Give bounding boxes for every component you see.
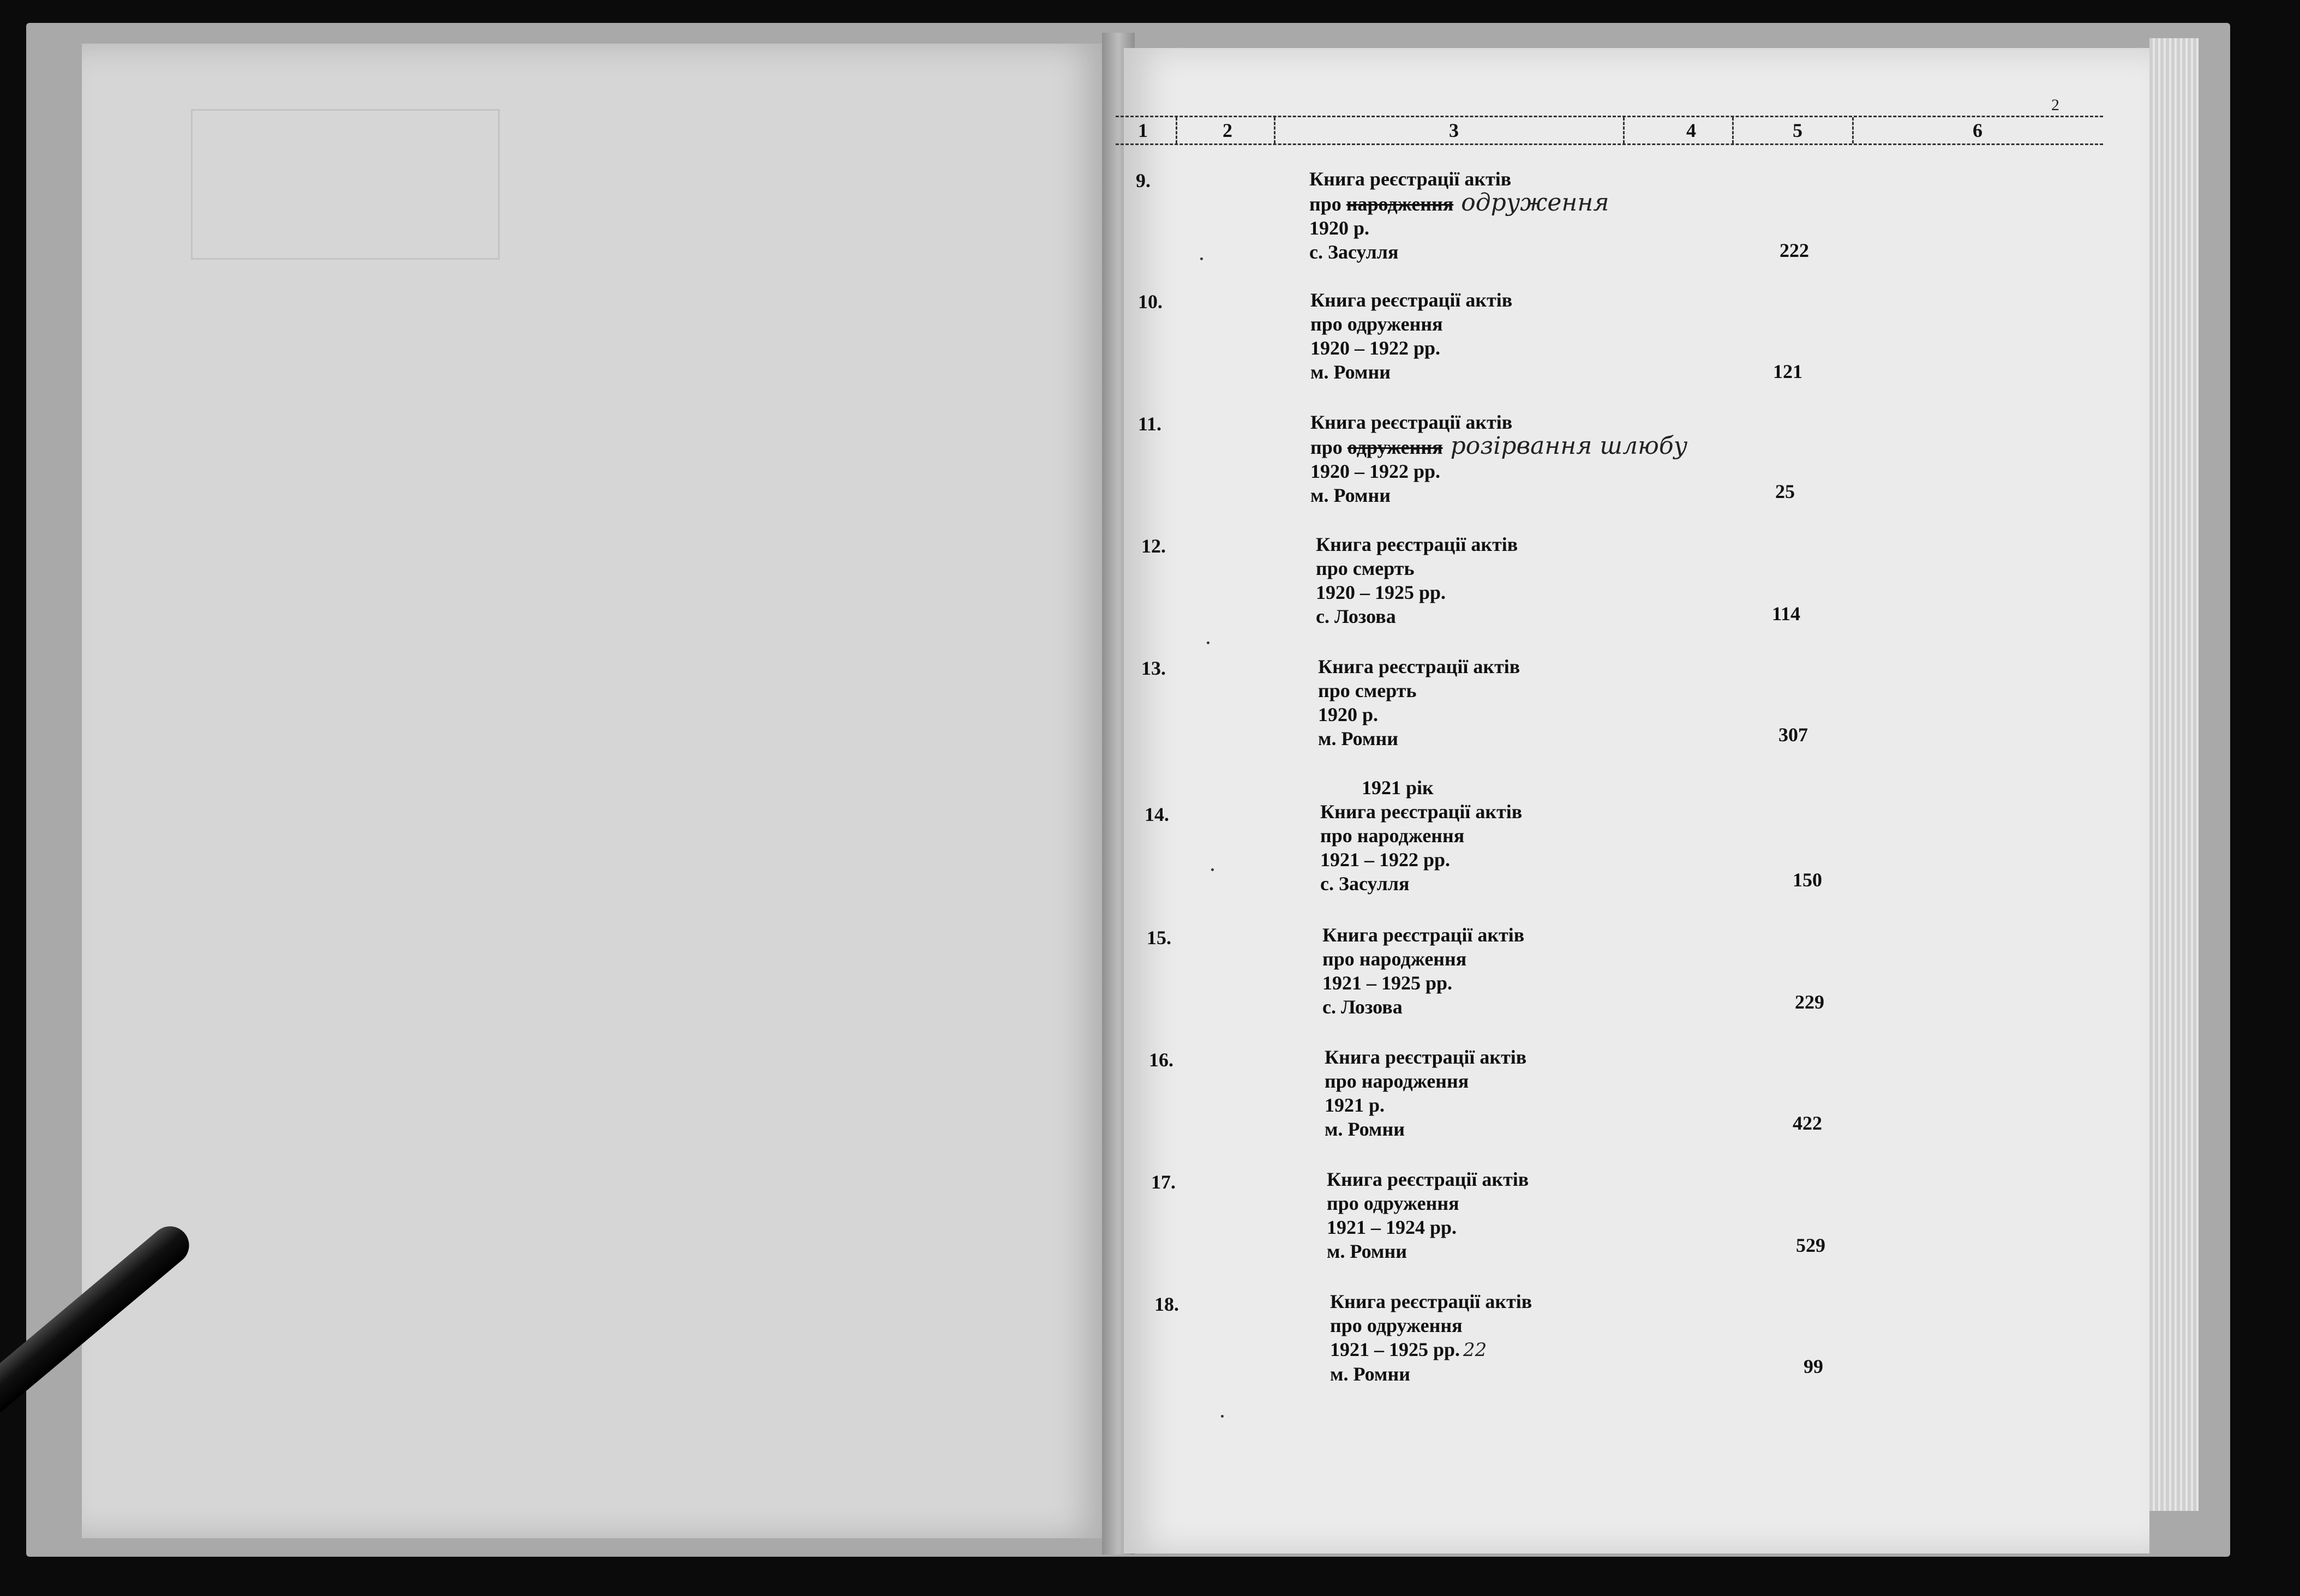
sheet-count: 150 bbox=[1793, 869, 1822, 891]
record-description bbox=[1325, 1045, 1526, 1141]
record-title: Книга реєстрації актів bbox=[1322, 924, 1525, 946]
column-header: 5 bbox=[1793, 119, 1802, 141]
page-edges bbox=[2149, 38, 2199, 1511]
record-years: 1921 – 1925 рр. bbox=[1322, 972, 1453, 994]
record-title: Книга реєстрації актів bbox=[1309, 168, 1512, 190]
record-type: про одруження bbox=[1327, 1192, 1459, 1214]
record-place: м. Ромни bbox=[1310, 484, 1391, 506]
record-description bbox=[1330, 1289, 1532, 1386]
paper-speck bbox=[1221, 1415, 1224, 1418]
sheet-count: 307 bbox=[1778, 724, 1808, 746]
record-title: Книга реєстрації актів bbox=[1320, 801, 1523, 823]
column-divider bbox=[1623, 117, 1625, 143]
row-number: 10. bbox=[1138, 291, 1163, 313]
handwritten-correction: розірвання шлюбу bbox=[1450, 432, 1688, 460]
table-header-row bbox=[1116, 116, 2103, 145]
sheet-count: 25 bbox=[1775, 481, 1795, 502]
record-place: м. Ромни bbox=[1325, 1118, 1405, 1140]
record-type: про народження bbox=[1322, 948, 1467, 970]
sheet-count: 222 bbox=[1780, 239, 1809, 261]
record-type: про смерть bbox=[1316, 557, 1415, 579]
record-years: 1921 – 1922 рр. bbox=[1320, 849, 1451, 871]
record-title: Книга реєстрації актів bbox=[1325, 1046, 1527, 1068]
page-number: 2 bbox=[2051, 96, 2059, 114]
record-description bbox=[1316, 532, 1518, 628]
sheet-count: 422 bbox=[1793, 1112, 1822, 1134]
record-years: 1920 – 1925 рр. bbox=[1316, 581, 1446, 603]
sheet-count: 99 bbox=[1804, 1355, 1823, 1377]
paper-speck bbox=[1211, 868, 1214, 871]
record-title: Книга реєстрації актів bbox=[1310, 289, 1513, 311]
record-title: Книга реєстрації актів bbox=[1330, 1291, 1532, 1312]
row-number: 9. bbox=[1136, 170, 1151, 191]
year-heading: 1921 рік bbox=[1362, 777, 1434, 799]
paper-speck bbox=[1200, 257, 1203, 260]
record-place: м. Ромни bbox=[1318, 728, 1398, 749]
record-years bbox=[1330, 1337, 1532, 1362]
record-place: с. Засулля bbox=[1309, 241, 1399, 263]
record-type: про смерть bbox=[1318, 680, 1417, 701]
record-title: Книга реєстрації актів bbox=[1327, 1168, 1529, 1190]
record-years-text: 1921 – 1925 рр. bbox=[1330, 1339, 1460, 1360]
row-number: 16. bbox=[1149, 1049, 1173, 1071]
record-description bbox=[1318, 655, 1520, 751]
row-number: 12. bbox=[1141, 535, 1166, 557]
record-years: 1920 р. bbox=[1309, 217, 1370, 239]
record-description bbox=[1322, 923, 1524, 1019]
column-header: 1 bbox=[1138, 119, 1148, 141]
record-description bbox=[1310, 288, 1512, 384]
record-type: про одруження bbox=[1310, 313, 1443, 335]
record-place: с. Засулля bbox=[1320, 873, 1410, 895]
column-divider bbox=[1732, 117, 1734, 143]
row-number: 13. bbox=[1141, 657, 1166, 679]
row-number: 11. bbox=[1138, 413, 1162, 435]
bleed-through-stamp bbox=[191, 109, 500, 260]
record-description bbox=[1327, 1167, 1529, 1263]
row-number: 14. bbox=[1145, 803, 1169, 825]
handwritten-correction: 22 bbox=[1463, 1339, 1487, 1361]
record-place: м. Ромни bbox=[1330, 1363, 1410, 1385]
record-description bbox=[1309, 167, 1609, 264]
column-header: 4 bbox=[1686, 119, 1696, 141]
record-years: 1921 – 1924 рр. bbox=[1327, 1216, 1457, 1238]
sheet-count: 229 bbox=[1795, 991, 1824, 1013]
record-years: 1921 р. bbox=[1325, 1094, 1385, 1116]
record-place: м. Ромни bbox=[1310, 361, 1391, 383]
column-header: 3 bbox=[1449, 119, 1459, 141]
sheet-count: 114 bbox=[1772, 603, 1801, 625]
record-years: 1920 – 1922 рр. bbox=[1310, 337, 1441, 359]
record-title: Книга реєстрації актів bbox=[1316, 533, 1518, 555]
handwritten-correction: одруження bbox=[1461, 189, 1609, 217]
record-type: про одруження розірвання шлюбу bbox=[1310, 432, 1688, 460]
row-number: 17. bbox=[1151, 1171, 1176, 1193]
record-type: про одруження bbox=[1330, 1315, 1463, 1336]
record-place: с. Лозова bbox=[1322, 996, 1403, 1018]
record-description bbox=[1310, 410, 1687, 507]
record-place: м. Ромни bbox=[1327, 1240, 1407, 1262]
sheet-count: 529 bbox=[1796, 1234, 1825, 1256]
column-divider bbox=[1176, 117, 1177, 143]
record-type: про народження одруження bbox=[1309, 189, 1609, 217]
right-page bbox=[1124, 48, 2149, 1553]
record-years: 1920 р. bbox=[1318, 704, 1379, 725]
column-header: 6 bbox=[1973, 119, 1982, 141]
record-type: про народження bbox=[1320, 825, 1465, 847]
record-title: Книга реєстрації актів bbox=[1310, 411, 1513, 433]
struck-text: одруження bbox=[1347, 436, 1443, 458]
paper-speck bbox=[1207, 641, 1209, 644]
record-description bbox=[1320, 800, 1522, 896]
record-type: про народження bbox=[1325, 1070, 1469, 1092]
sheet-count: 121 bbox=[1773, 361, 1802, 382]
record-years: 1920 – 1922 рр. bbox=[1310, 460, 1441, 482]
record-place: с. Лозова bbox=[1316, 605, 1396, 627]
row-number: 18. bbox=[1154, 1293, 1179, 1315]
record-title: Книга реєстрації актів bbox=[1318, 656, 1520, 677]
struck-text: народження bbox=[1346, 193, 1454, 215]
left-page bbox=[82, 44, 1107, 1538]
column-header: 2 bbox=[1223, 119, 1232, 141]
row-number: 15. bbox=[1147, 927, 1171, 949]
